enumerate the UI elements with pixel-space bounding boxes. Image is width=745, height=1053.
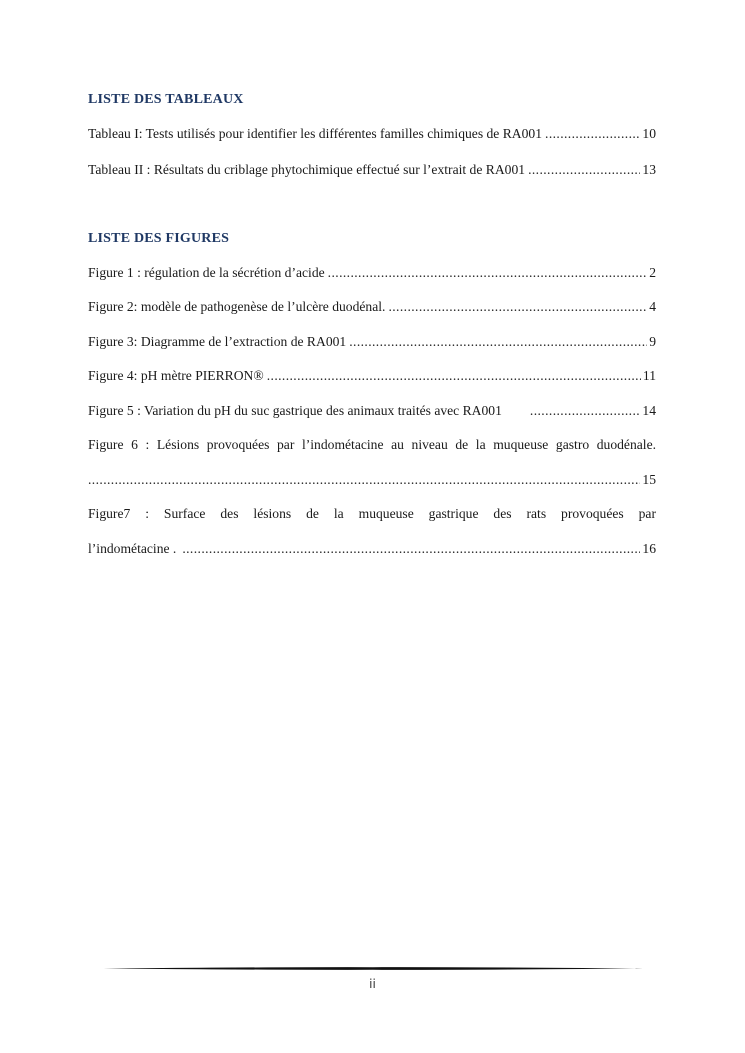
- toc-entry-figure-1[interactable]: [88, 265, 656, 281]
- toc-entry-tableau-1[interactable]: [88, 126, 656, 142]
- toc-entry-figure-7[interactable]: [88, 541, 656, 557]
- footer-rule: [103, 967, 643, 970]
- dot-leader: [349, 334, 647, 350]
- toc-entry-figure-3[interactable]: [88, 334, 656, 350]
- page-number: ii: [369, 977, 376, 991]
- toc-entry-label: Tableau I: Tests utilisés pour identifier les différentes familles chimiques de RA001: [88, 126, 543, 141]
- dot-leader: [388, 299, 647, 315]
- dot-leader: [528, 162, 640, 178]
- toc-entry-page: 11: [642, 368, 656, 383]
- toc-entry-label: l’indométacine .: [88, 541, 177, 556]
- toc-entry-tableau-2[interactable]: [88, 162, 656, 178]
- dot-leader: [545, 126, 640, 142]
- toc-entry-figure-4[interactable]: [88, 368, 656, 384]
- dot-leader: [530, 403, 641, 419]
- toc-entry-figure-5[interactable]: [88, 403, 656, 419]
- tables-list-heading: LISTE DES TABLEAUX: [88, 92, 244, 107]
- figures-list-heading: LISTE DES FIGURES: [88, 231, 230, 246]
- toc-entry-page: 9: [649, 334, 656, 349]
- toc-entry-label: Figure 5 : Variation du pH du suc gastrique des animaux traités avec RA001: [88, 403, 502, 418]
- dot-leader: [328, 265, 648, 281]
- toc-entry-figure-6-leader[interactable]: [88, 472, 656, 488]
- toc-entry-page: 2: [649, 265, 656, 280]
- dot-leader: [267, 368, 641, 384]
- toc-entry-figure-7-label-line1[interactable]: Figure7 : Surface des lésions de la muqueuse gastrique des rats provoquées par: [88, 506, 656, 521]
- toc-entry-label: Figure 2: modèle de pathogenèse de l’ulcère duodénal.: [88, 299, 386, 314]
- toc-entry-label: Figure 3: Diagramme de l’extraction de RA001: [88, 334, 347, 349]
- toc-entry-page: 13: [642, 162, 656, 177]
- toc-entry-page: 15: [642, 472, 656, 487]
- toc-entry-label: Tableau II : Résultats du criblage phytochimique effectué sur l’extrait de RA001: [88, 162, 526, 177]
- dot-leader: [182, 541, 640, 557]
- toc-entry-label: Figure 1 : régulation de la sécrétion d’acide: [88, 265, 325, 280]
- dot-leader: [88, 472, 640, 488]
- toc-entry-page: 16: [642, 541, 656, 556]
- toc-entry-page: 10: [642, 126, 656, 141]
- toc-entry-page: 14: [642, 403, 656, 418]
- toc-entry-figure-2[interactable]: [88, 299, 656, 315]
- toc-entry-page: 4: [649, 299, 656, 314]
- toc-entry-label: Figure 4: pH mètre PIERRON®: [88, 368, 264, 383]
- toc-entry-figure-6-label[interactable]: Figure 6 : Lésions provoquées par l’indométacine au niveau de la muqueuse gastro duodénale.: [88, 437, 656, 452]
